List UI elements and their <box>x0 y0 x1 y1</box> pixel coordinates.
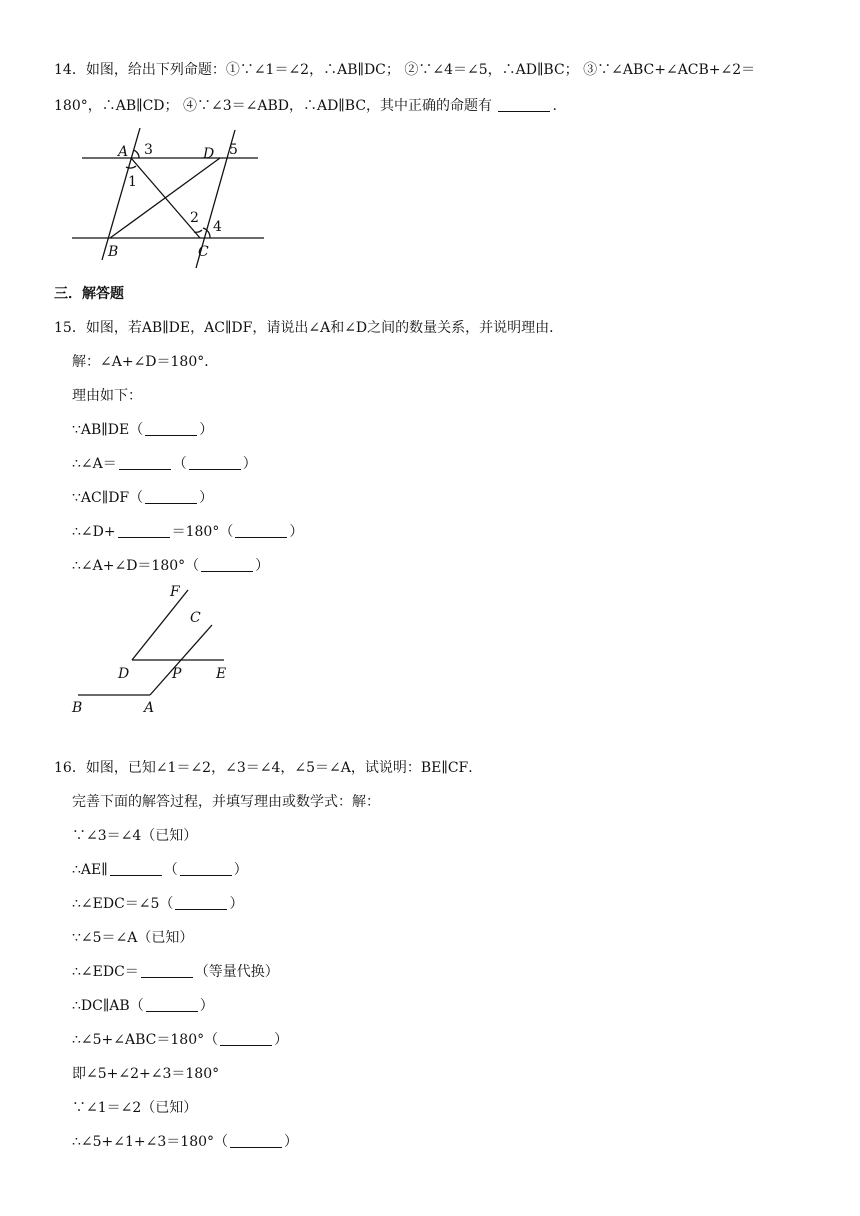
q16-step-3: ∴∠EDC＝∠5（ ） <box>72 896 244 912</box>
q15-blank-7[interactable] <box>201 557 253 572</box>
label-C: C <box>198 244 209 260</box>
label-B: B <box>108 244 119 260</box>
label-C: C <box>190 610 201 626</box>
q16-blank-4[interactable] <box>141 963 193 978</box>
q15-blank-1[interactable] <box>145 421 197 436</box>
q15-blank-6[interactable] <box>235 523 287 538</box>
q16-step-5: ∴∠EDC＝ （等量代换） <box>72 964 279 980</box>
q15-blank-2[interactable] <box>119 455 171 470</box>
label-E: E <box>216 666 227 682</box>
label-A: A <box>118 144 129 160</box>
q16-intro: 完善下面的解答过程，并填写理由或数学式：解： <box>72 794 380 810</box>
angle-2-arc <box>194 230 202 232</box>
q15-blank-5[interactable] <box>118 523 170 538</box>
q15-title: 15．如图，若AB∥DE，AC∥DF，请说出∠A和∠D之间的数量关系，并说明理由． <box>54 320 564 336</box>
label-5: 5 <box>229 142 238 158</box>
q16-title: 16．如图，已知∠1＝∠2，∠3＝∠4，∠5＝∠A，试说明：BE∥CF． <box>54 760 483 776</box>
q15-reason-head: 理由如下： <box>72 388 142 404</box>
label-3: 3 <box>144 142 153 158</box>
q15-step-2: ∴∠A＝ （ ） <box>72 456 257 472</box>
q15-blank-4[interactable] <box>145 489 197 504</box>
q16-step-1: ∵∠3＝∠4（已知） <box>72 828 198 844</box>
q15-step-3: ∵AC∥DF（ ） <box>72 490 214 506</box>
q16-step-2: ∴AE∥ （ ） <box>72 862 248 878</box>
label-D: D <box>118 666 130 682</box>
q15-step-5: ∴∠A+∠D＝180°（ ） <box>72 558 270 574</box>
q14-line1: 14．如图，给出下列命题：①∵∠1＝∠2，∴AB∥DC； ②∵∠4＝∠5，∴AD∥BC； ③∵∠ABC+∠ACB+∠2＝ <box>54 62 756 78</box>
q16-step-9: ∵∠1＝∠2（已知） <box>72 1100 198 1116</box>
ray-DF <box>132 590 188 660</box>
q15-answer: 解：∠A+∠D＝180°． <box>72 354 219 370</box>
q15-step-1: ∵AB∥DE（ ） <box>72 422 214 438</box>
q16-blank-5[interactable] <box>146 997 198 1012</box>
q15-blank-3[interactable] <box>189 455 241 470</box>
q16-blank-2[interactable] <box>180 861 232 876</box>
section-title: 三．解答题 <box>54 286 124 302</box>
q16-step-8: 即∠5+∠2+∠3＝180° <box>72 1066 220 1082</box>
q15-figure <box>64 582 254 722</box>
label-2: 2 <box>190 210 199 226</box>
q16-step-7: ∴∠5+∠ABC＝180°（ ） <box>72 1032 289 1048</box>
label-4: 4 <box>213 219 222 235</box>
q16-blank-7[interactable] <box>230 1133 282 1148</box>
label-P: P <box>172 666 182 682</box>
label-A: A <box>144 700 155 716</box>
q14-line2: 180°，∴AB∥CD； ④∵∠3＝∠ABD，∴AD∥BC，其中正确的命题有 . <box>54 98 557 114</box>
q16-blank-1[interactable] <box>110 861 162 876</box>
q16-step-4: ∵∠5＝∠A（已知） <box>72 930 194 946</box>
label-D: D <box>203 146 215 162</box>
q15-step-4: ∴∠D+ ＝180°（ ） <box>72 524 304 540</box>
q16-blank-6[interactable] <box>220 1031 272 1046</box>
angle-1-arc <box>126 166 136 168</box>
label-F: F <box>170 584 180 600</box>
q14-answer-blank[interactable] <box>498 97 550 112</box>
label-B: B <box>72 700 83 716</box>
diagonal-BD <box>110 158 220 238</box>
q16-step-6: ∴DC∥AB（ ） <box>72 998 214 1014</box>
q16-blank-3[interactable] <box>175 895 227 910</box>
q14-figure <box>60 120 280 270</box>
label-1: 1 <box>128 174 137 190</box>
q16-step-10: ∴∠5+∠1+∠3＝180°（ ） <box>72 1134 299 1150</box>
